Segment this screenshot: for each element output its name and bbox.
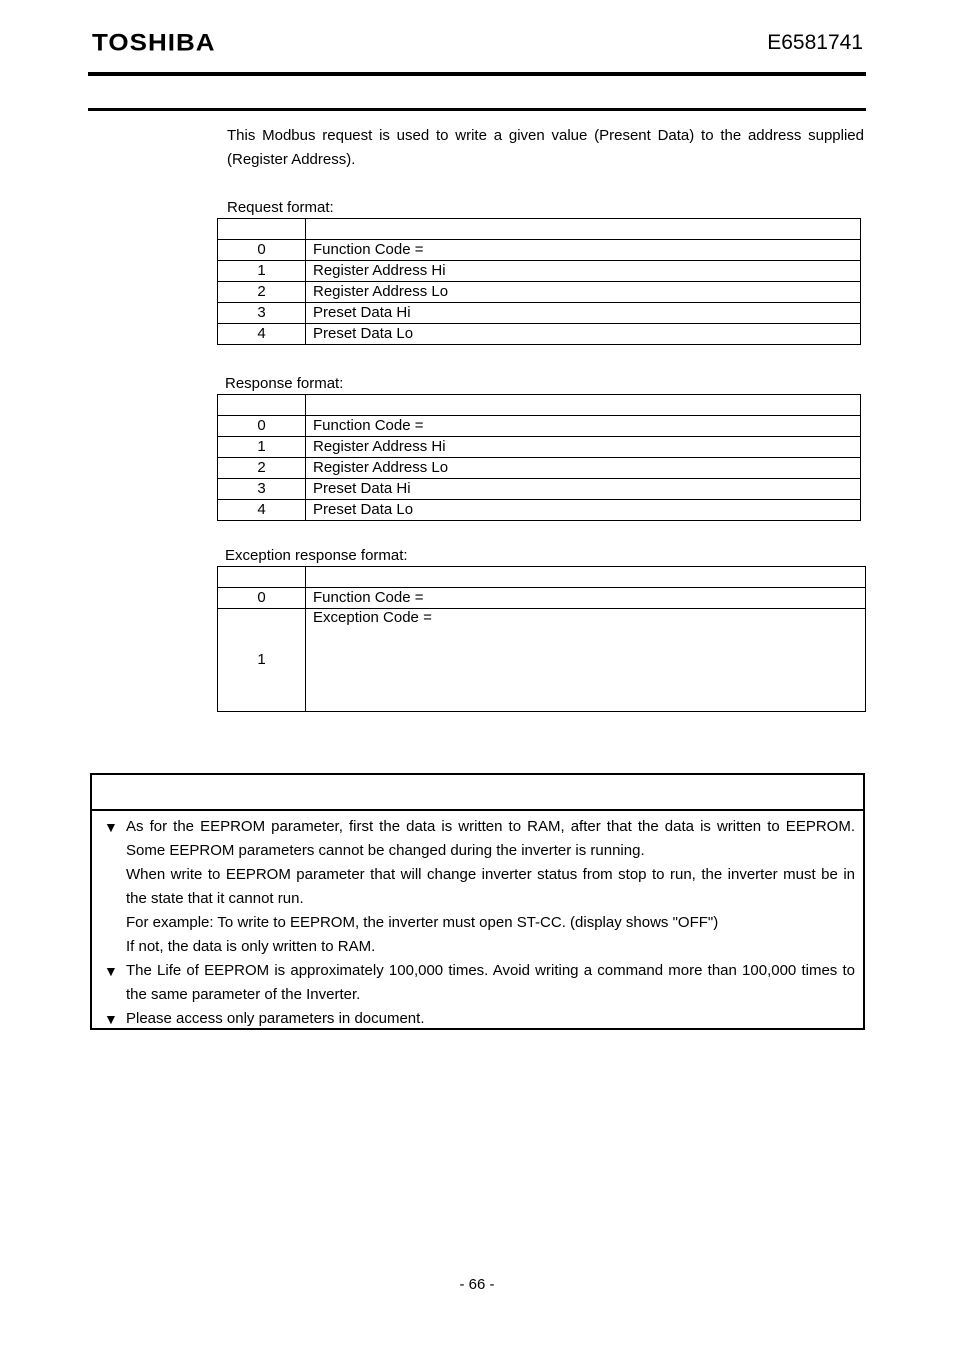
row-field: Exception Code = [306,609,866,712]
row-field: Function Code = [306,416,861,437]
table-row [218,303,861,324]
row-index: 2 [218,282,306,303]
table-header-row [218,219,861,240]
request-table [217,218,861,345]
row-index: 0 [218,588,306,609]
note-text: For example: To write to EEPROM, the inverter must open ST-CC. (display shows "OFF") [126,914,719,931]
row-field: Register Address Hi [306,261,861,282]
table-row [218,240,861,261]
table-row [218,282,861,303]
note-item [104,1007,855,1031]
request-caption: Request format: [227,199,334,216]
triangle-bullet-icon: ▼ [104,1011,118,1027]
table-row [218,588,866,609]
header-cell [306,567,866,588]
row-field: Register Address Hi [306,437,861,458]
table-header-row [218,567,866,588]
header-cell [218,395,306,416]
row-index: 3 [218,479,306,500]
header-cell [218,219,306,240]
triangle-bullet-icon: ▼ [104,819,118,835]
table-row [218,479,861,500]
table-header-row [218,395,861,416]
table-row [218,416,861,437]
section-rule [88,108,866,111]
note-text: When write to EEPROM parameter that will change inverter status from stop to run, the inverter must be in the state that it cannot run. [126,866,855,907]
row-index: 2 [218,458,306,479]
note-item [104,959,855,1007]
note-text: If not, the data is only written to RAM. [126,938,376,955]
table-row [218,458,861,479]
row-index: 1 [218,261,306,282]
row-index: 4 [218,324,306,345]
note-text: The Life of EEPROM is approximately 100,000 times. Avoid writing a command more than 100,000 times to the same parameter of the Inverter. [126,962,855,1003]
intro-paragraph: This Modbus request is used to write a given value (Present Data) to the address supplied (Register Address). [227,127,864,168]
row-field: Register Address Lo [306,282,861,303]
row-index: 1 [218,609,306,712]
header-cell [306,219,861,240]
row-field: Register Address Lo [306,458,861,479]
row-field: Preset Data Hi [306,479,861,500]
exception-caption: Exception response format: [225,547,408,564]
response-caption: Response format: [225,375,344,392]
row-index: 4 [218,500,306,521]
note-item [104,815,855,863]
response-table [217,394,861,521]
page-number: - 66 - [459,1276,495,1293]
note-text: As for the EEPROM parameter, first the data is written to RAM, after that the data is written to EEPROM. Some EEPROM parameters cannot be changed during the inverter is running. [126,818,855,859]
triangle-bullet-icon: ▼ [104,963,118,979]
table-row [218,324,861,345]
header-cell [218,567,306,588]
row-field: Function Code = [306,588,866,609]
note-text: Please access only parameters in document. [126,1010,425,1027]
notes-title [92,775,863,811]
toshiba-logo: TOSHIBA [92,28,216,56]
table-row [218,609,866,712]
header-rule [88,72,866,76]
row-index: 1 [218,437,306,458]
header-cell [306,395,861,416]
row-field: Preset Data Lo [306,500,861,521]
table-row [218,500,861,521]
notes-body [92,811,863,1031]
row-index: 0 [218,416,306,437]
row-field: Preset Data Lo [306,324,861,345]
row-index: 3 [218,303,306,324]
table-row [218,437,861,458]
exception-table [217,566,866,712]
notes-box [90,773,865,1030]
document-number: E6581741 [767,31,863,54]
row-index: 0 [218,240,306,261]
row-field: Function Code = [306,240,861,261]
row-field: Preset Data Hi [306,303,861,324]
table-row [218,261,861,282]
